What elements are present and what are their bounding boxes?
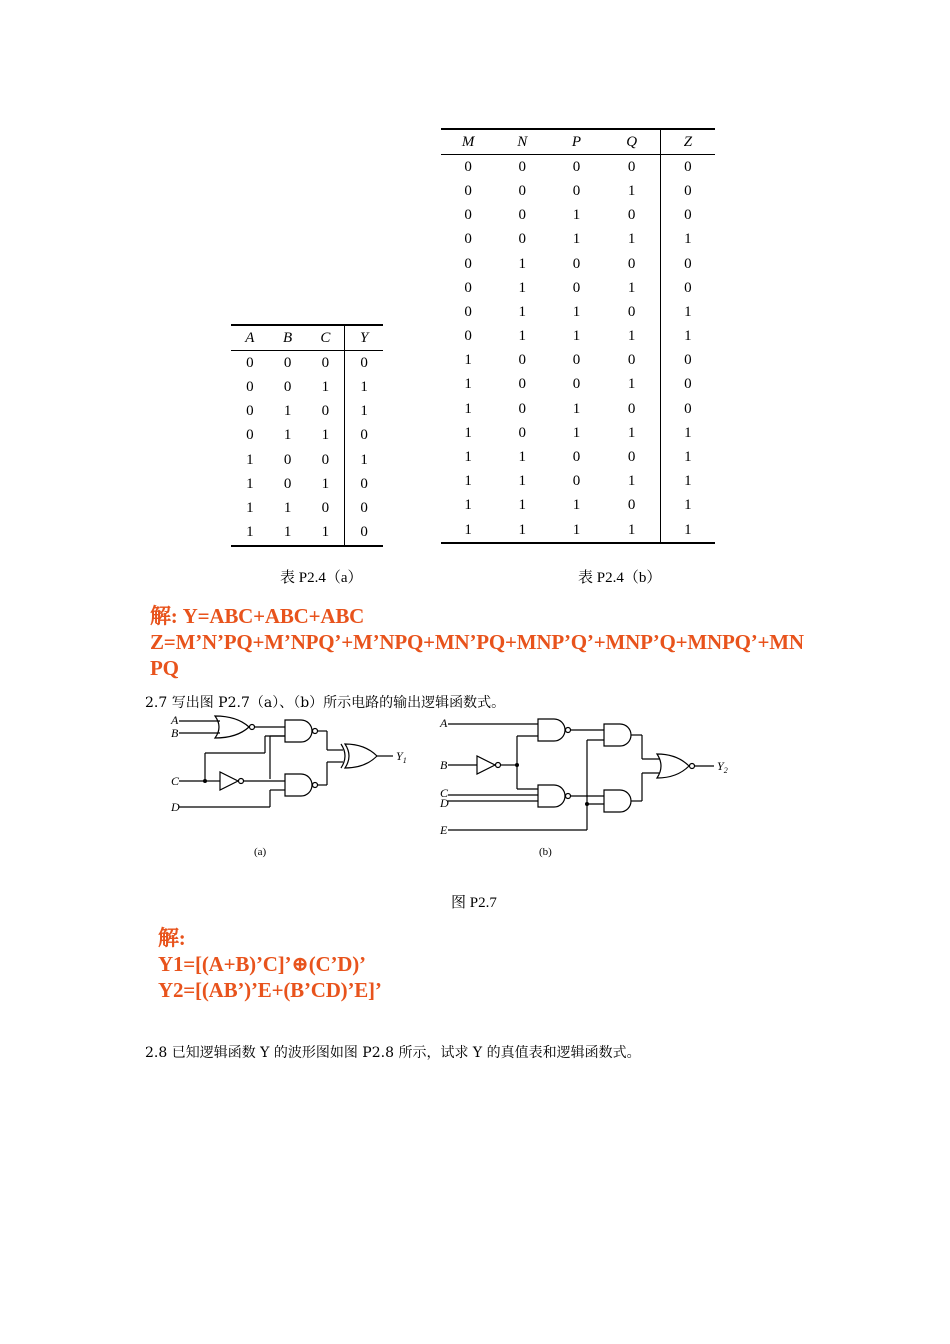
table-a-cell: 0 (283, 475, 292, 492)
table-b-cell: 0 (627, 497, 636, 514)
table-b-cell: 0 (464, 328, 472, 345)
table-row (441, 397, 715, 421)
table-a-cell: 1 (283, 427, 292, 444)
answer-2-line-3: Y2=[(AB’)’E+(B’CD)’E]’ (158, 978, 382, 1002)
table-b-cell: 0 (464, 182, 472, 199)
table-b-cell: 1 (572, 207, 581, 224)
table-b-cell: 1 (518, 521, 527, 538)
input-label-a: A (440, 716, 448, 730)
table-row (231, 521, 383, 546)
table-a-cell: 1 (345, 400, 383, 424)
input-label-b: B (440, 758, 448, 772)
figure-caption: 图 P2.7 (451, 895, 497, 911)
table-b-cell: 0 (518, 182, 527, 199)
table-row (441, 373, 715, 397)
output-label-y2 (717, 759, 728, 775)
table-row (441, 204, 715, 228)
table-b-cell: 0 (660, 179, 715, 203)
caption-table-b: 表 P2.4（b） (578, 570, 662, 586)
table-b-cell: 0 (572, 449, 581, 466)
table-b-cell: 1 (660, 494, 715, 518)
table-a-cell: 0 (345, 521, 383, 546)
table-row (441, 445, 715, 469)
table-b-cell: 0 (660, 252, 715, 276)
table-b-cell: 1 (660, 445, 715, 469)
table-b-cell: 0 (660, 276, 715, 300)
table-b-cell: 1 (464, 376, 472, 393)
header-n: N (495, 129, 549, 155)
table-b-cell: 0 (627, 449, 636, 466)
table-b-cell: 1 (660, 325, 715, 349)
input-label-d: D (440, 796, 449, 810)
table-b-cell: 0 (572, 182, 581, 199)
table-row (231, 424, 383, 448)
header-m: M (441, 129, 495, 155)
table-a-cell: 1 (283, 403, 292, 420)
table-row (441, 470, 715, 494)
input-label-b: B (171, 726, 179, 740)
nor-gate-icon (215, 716, 249, 738)
table-b-cell: 1 (660, 228, 715, 252)
table-a-cell: 1 (321, 378, 330, 395)
table-a-cell: 1 (246, 451, 254, 468)
table-a-cell: 1 (321, 427, 330, 444)
table-row (441, 276, 715, 300)
nand-gate-icon (538, 785, 565, 807)
table-b-cell: 1 (627, 424, 636, 441)
truth-table-b (441, 128, 715, 544)
table-b-cell: 1 (572, 328, 581, 345)
table-b-cell: 1 (518, 473, 527, 490)
table-b-cell: 1 (572, 231, 581, 248)
table-b-cell: 1 (660, 470, 715, 494)
answer-1-line-2: Z=M’N’PQ+M’NPQ’+M’NPQ+MN’PQ+MNP’Q’+MNP’Q+MNPQ’+MN (150, 630, 804, 654)
table-b-cell: 0 (572, 255, 581, 272)
table-b-cell: 0 (518, 158, 527, 175)
table-row (441, 155, 715, 180)
header-q: Q (604, 129, 661, 155)
table-b-cell: 0 (660, 155, 715, 180)
table-a-cell: 0 (246, 378, 254, 395)
table-b-cell: 0 (572, 352, 581, 369)
input-label-d: D (171, 800, 180, 814)
table-b-cell: 1 (518, 303, 527, 320)
table-b-cell: 0 (660, 204, 715, 228)
table-row (441, 252, 715, 276)
answer-1-line-1: 解: Y=ABC+ABC+ABC (150, 604, 365, 628)
nand-gate-icon (285, 774, 312, 796)
table-row (441, 349, 715, 373)
answer-2-line-2: Y1=[(A+B)’C]’⊕(C’D)’ (158, 952, 366, 976)
table-b-cell: 1 (518, 279, 527, 296)
table-b-cell: 0 (627, 303, 636, 320)
table-b-cell: 0 (660, 349, 715, 373)
table-b-cell: 1 (627, 521, 636, 538)
table-row (441, 179, 715, 203)
table-b-cell: 1 (518, 497, 527, 514)
answer-2 (158, 925, 758, 1003)
table-a-cell: 0 (283, 378, 292, 395)
table-b-cell: 1 (627, 182, 636, 199)
table-b-cell: 0 (464, 231, 472, 248)
table-b-cell: 1 (572, 424, 581, 441)
table-b-cell: 1 (627, 328, 636, 345)
table-b-cell: 1 (464, 352, 472, 369)
table-b-cell: 0 (627, 255, 636, 272)
table-b-cell: 0 (518, 231, 527, 248)
table-b-cell: 0 (464, 255, 472, 272)
table-b-cell: 0 (518, 376, 527, 393)
table-b-cell: 0 (464, 158, 472, 175)
nand-gate-icon (538, 719, 565, 741)
nor-gate-icon (657, 754, 689, 778)
table-a-cell: 0 (345, 496, 383, 520)
table-a-cell: 1 (283, 524, 292, 541)
table-a-cell: 1 (283, 499, 292, 516)
and-gate-icon (604, 724, 631, 746)
table-a-cell: 1 (321, 475, 330, 492)
table-row (231, 448, 383, 472)
input-label-a: A (171, 713, 179, 727)
circuit-a-label: (a) (254, 846, 267, 858)
table-a-cell: 1 (345, 448, 383, 472)
table-b-cell: 0 (572, 376, 581, 393)
header-z: Z (660, 129, 715, 155)
table-row (441, 421, 715, 445)
table-b-cell: 0 (518, 400, 527, 417)
table-b-cell: 0 (627, 400, 636, 417)
table-b-cell: 1 (464, 473, 472, 490)
header-c: C (306, 325, 344, 351)
table-row (231, 351, 383, 376)
table-b-cell: 1 (464, 424, 472, 441)
output-label-y1 (396, 749, 407, 765)
table-a-cell: 1 (246, 524, 254, 541)
circuit-diagram-b (432, 712, 742, 862)
and-gate-icon (604, 790, 631, 812)
table-row (441, 325, 715, 349)
table-b-cell: 1 (464, 521, 472, 538)
table-b-cell: 0 (464, 303, 472, 320)
table-row (441, 518, 715, 543)
table-row (231, 496, 383, 520)
table-b-cell: 1 (627, 473, 636, 490)
table-b-cell: 1 (660, 518, 715, 543)
table-b-cell: 0 (627, 207, 636, 224)
table-b-cell: 0 (660, 397, 715, 421)
inversion-bubble-icon (250, 725, 255, 730)
table-row (441, 300, 715, 324)
table-a-cell: 0 (345, 472, 383, 496)
table-a-cell: 1 (321, 524, 330, 541)
table-b-cell: 1 (572, 400, 581, 417)
table-b-cell: 0 (518, 352, 527, 369)
table-b-cell: 0 (464, 207, 472, 224)
table-b-cell: 1 (464, 449, 472, 466)
table-b-cell: 0 (660, 373, 715, 397)
table-b-cell: 0 (464, 279, 472, 296)
table-b-cell: 0 (572, 473, 581, 490)
table-a-cell: 1 (246, 499, 254, 516)
header-y: Y (345, 325, 383, 351)
output-sub-b: 2 (723, 766, 728, 775)
answer-1-line-3: PQ (150, 656, 179, 680)
truth-table-a (231, 324, 383, 547)
table-a-cell: 1 (246, 475, 254, 492)
table-b-cell: 1 (464, 400, 472, 417)
inverter-gate-icon (477, 756, 495, 774)
table-b-cell: 1 (518, 449, 527, 466)
nand-gate-icon (285, 720, 312, 742)
table-a-cell: 0 (246, 427, 254, 444)
header-b: B (269, 325, 307, 351)
output-sub-a: 1 (402, 756, 407, 765)
table-b-cell: 0 (572, 279, 581, 296)
table-b-cell: 0 (627, 158, 636, 175)
table-b-cell: 0 (518, 207, 527, 224)
question-2-7: 2.7 写出图 P2.7（a）、（b）所示电路的输出逻辑函数式。 (145, 695, 506, 711)
table-b-cell: 0 (627, 352, 636, 369)
circuit-b-label: (b) (539, 846, 552, 858)
output-y-a: Y (396, 749, 403, 763)
table-a-cell: 1 (345, 375, 383, 399)
table-b-cell: 0 (518, 424, 527, 441)
table-a-cell: 0 (246, 354, 254, 371)
table-a-cell: 0 (321, 451, 330, 468)
table-row (441, 228, 715, 252)
table-b-cell: 1 (464, 497, 472, 514)
caption-table-a: 表 P2.4（a） (280, 570, 363, 586)
table-b-cell: 1 (572, 521, 581, 538)
question-2-8: 2.8 已知逻辑函数 Y 的波形图如图 P2.8 所示，试求 Y 的真值表和逻辑函数式。 (145, 1045, 641, 1061)
circuit-diagram-a (165, 712, 415, 862)
answer-1 (150, 603, 910, 681)
output-y-b: Y (717, 759, 724, 773)
table-a-cell: 0 (283, 354, 292, 371)
table-b-cell: 1 (572, 497, 581, 514)
table-b-cell: 0 (572, 158, 581, 175)
table-a-cell: 0 (321, 354, 330, 371)
table-b-cell: 1 (660, 421, 715, 445)
input-label-e: E (440, 823, 448, 837)
table-a-body (231, 351, 383, 546)
answer-2-line-1: 解: (158, 926, 186, 950)
xor-gate-icon (341, 744, 345, 768)
table-b-cell: 1 (518, 255, 527, 272)
table-a-cell: 0 (246, 403, 254, 420)
input-label-c: C (171, 774, 180, 788)
table-a-cell: 0 (321, 499, 330, 516)
table-a-cell: 0 (283, 451, 292, 468)
inverter-gate-icon (220, 772, 238, 790)
table-row (231, 375, 383, 399)
table-b-cell: 1 (572, 303, 581, 320)
table-row (441, 494, 715, 518)
table-b-cell: 1 (627, 376, 636, 393)
table-b-cell: 1 (518, 328, 527, 345)
table-a-cell: 0 (345, 351, 383, 376)
input-label-c: C (440, 786, 449, 800)
table-b-body (441, 155, 715, 544)
table-row (231, 400, 383, 424)
table-a-cell: 0 (345, 424, 383, 448)
table-b-cell: 1 (660, 300, 715, 324)
header-a: A (231, 325, 269, 351)
header-p: P (549, 129, 603, 155)
table-a-cell: 0 (321, 403, 330, 420)
table-row (231, 472, 383, 496)
table-b-cell: 1 (627, 279, 636, 296)
table-b-cell: 1 (627, 231, 636, 248)
